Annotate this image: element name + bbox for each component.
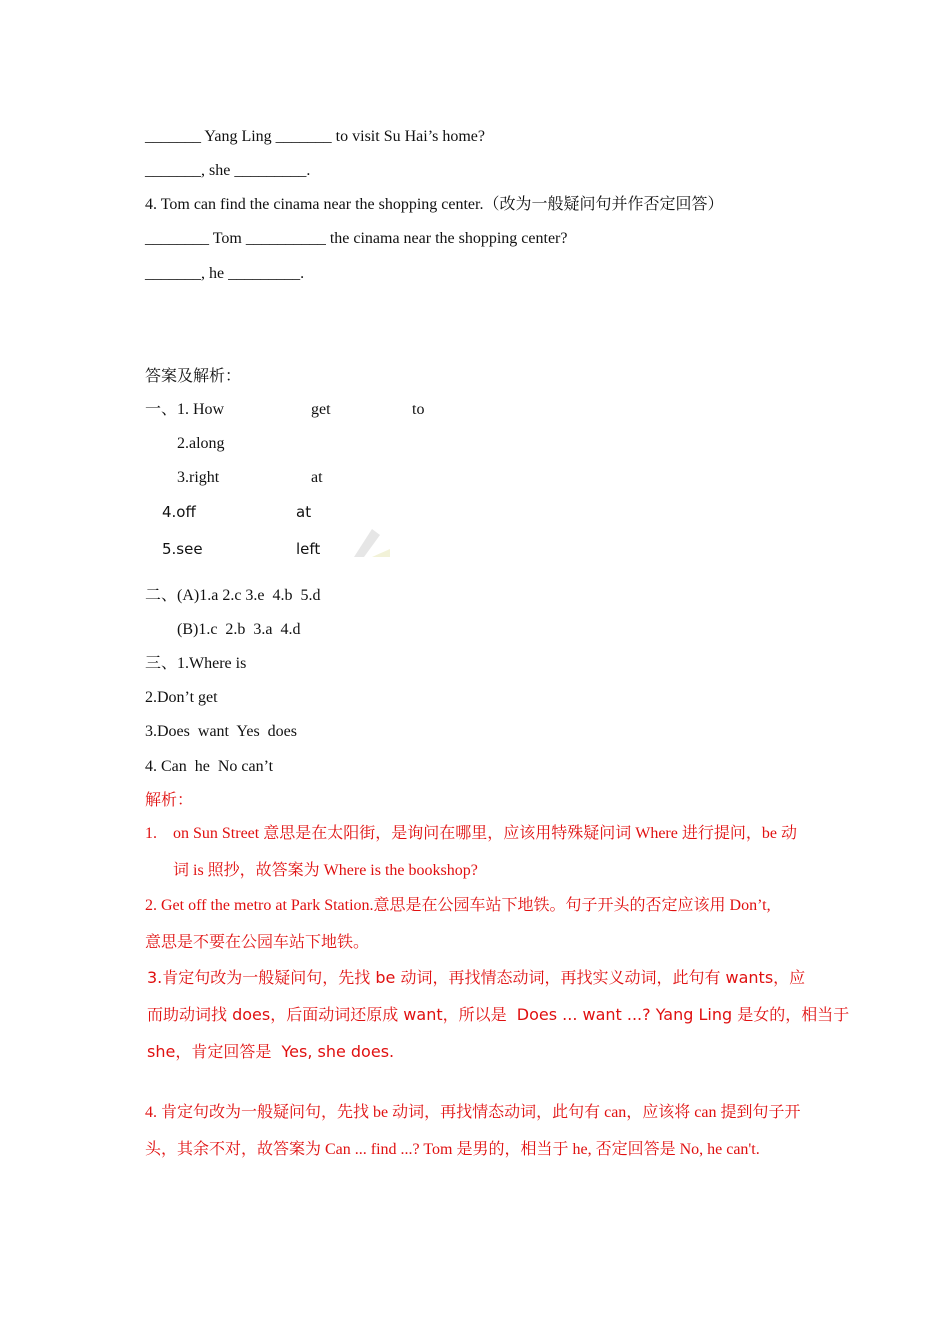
question-4-prompt: 4. Tom can find the cinama near the shopping center.（改为一般疑问句并作否定回答）	[145, 196, 724, 213]
explanation-3-line-a: 3.肯定句改为一般疑问句，先找 be 动词，再找情态动词，再找实义动词，此句有 wants，应	[147, 968, 806, 987]
explanation-1-line-b: 词 is 照抄，故答案为 Where is the bookshop?	[173, 862, 478, 879]
part1-row-5-b: left	[296, 540, 321, 558]
explanation-3-line-c: she，肯定回答是 Yes, she does.	[147, 1042, 395, 1061]
explanation-2-line-a: 2. Get off the metro at Park Station.意思是在公园车站下地铁。句子开头的否定应该用 Don’t,	[145, 897, 771, 914]
question-4-line-2: _______, he _________.	[145, 265, 305, 282]
explanation-4-line-a: 4. 肯定句改为一般疑问句，先找 be 动词，再找情态动词，此句有 can，应该将 can 提到句子开	[145, 1104, 801, 1121]
explanation-2-line-b: 意思是不要在公园车站下地铁。	[145, 934, 370, 951]
part1-row-3-b: at	[311, 469, 323, 486]
watermark-mark	[350, 525, 395, 560]
part3-line-2: 2.Don’t get	[145, 689, 218, 706]
part3-line-4: 4. Can he No can’t	[145, 758, 274, 775]
part3-line-3: 3.Does want Yes does	[145, 723, 297, 740]
explanation-1-number: 1.	[145, 825, 157, 842]
explanation-4-line-b: 头，其余不对，故答案为 Can ... find ...? Tom 是男的，相当于 he, 否定回答是 No, he can't.	[145, 1141, 760, 1158]
question-4-line-1: ________ Tom __________ the cinama near the shopping center?	[145, 230, 568, 247]
explanation-1-line-a: on Sun Street 意思是在太阳街，是询问在哪里，应该用特殊疑问词 Where 进行提问，be 动	[173, 825, 797, 842]
part1-row-1-b: get	[311, 401, 331, 418]
part2-a: 二、(A)1.a 2.c 3.e 4.b 5.d	[145, 587, 321, 604]
question-3-line-1: _______ Yang Ling _______ to visit Su Hai’s home?	[145, 128, 486, 145]
part1-row-1-c: to	[412, 401, 425, 418]
part1-row-4-a: 4.off	[162, 503, 196, 521]
explanation-3-line-b: 而助动词找 does，后面动词还原成 want，所以是 Does ... want ...? Yang Ling 是女的，相当于	[147, 1005, 850, 1024]
question-3-line-2: _______, she _________.	[145, 162, 311, 179]
part1-row-3-a: 3.right	[177, 469, 220, 486]
part1-row-1-a: 一、1. How	[145, 401, 225, 418]
part2-b: (B)1.c 2.b 3.a 4.d	[177, 621, 301, 638]
part1-row-2: 2.along	[177, 435, 225, 452]
part3-line-1: 三、1.Where is	[145, 655, 247, 672]
explanation-label: 解析：	[145, 792, 194, 809]
part1-row-4-b: at	[296, 503, 312, 521]
answers-heading: 答案及解析：	[145, 368, 242, 385]
part1-row-5-a: 5.see	[162, 540, 203, 558]
